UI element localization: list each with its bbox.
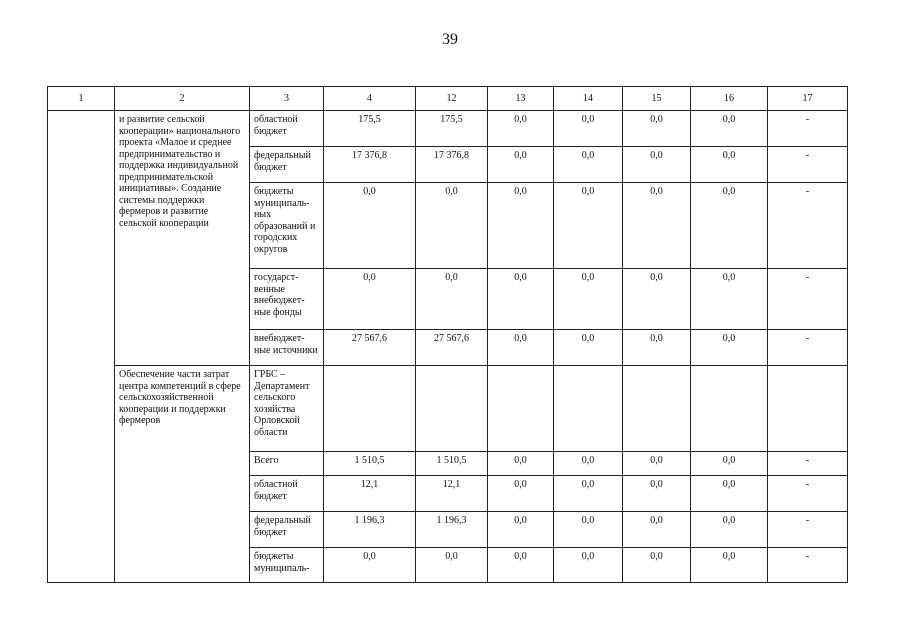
value-cell: 0,0 <box>623 476 691 512</box>
value-cell: 0,0 <box>691 548 768 583</box>
empty-cell <box>324 366 416 452</box>
value-cell: 0,0 <box>488 330 554 366</box>
value-cell: - <box>768 476 848 512</box>
value-cell: 0,0 <box>488 548 554 583</box>
value-cell: 1 510,5 <box>324 452 416 476</box>
value-cell: 0,0 <box>623 452 691 476</box>
value-cell: 0,0 <box>488 183 554 269</box>
value-cell: 12,1 <box>324 476 416 512</box>
value-cell: 175,5 <box>416 111 488 147</box>
value-cell: 0,0 <box>691 111 768 147</box>
funding-source: внебюджет-ные источники <box>250 330 324 366</box>
value-cell: 0,0 <box>623 111 691 147</box>
funding-source: государст-венные внебюджет-ные фонды <box>250 269 324 330</box>
funding-source: федеральный бюджет <box>250 512 324 548</box>
value-cell: 0,0 <box>691 476 768 512</box>
value-cell: - <box>768 330 848 366</box>
funding-source: Всего <box>250 452 324 476</box>
activity-description: Обеспечение части затрат центра компетенций в сфере сельскохозяйственной кооперации и поддержки фермеров <box>115 366 250 583</box>
value-cell: 0,0 <box>623 330 691 366</box>
header-cell: 12 <box>416 87 488 111</box>
empty-cell <box>416 366 488 452</box>
value-cell: 0,0 <box>623 512 691 548</box>
empty-cell <box>488 366 554 452</box>
header-row <box>48 87 848 111</box>
value-cell: 0,0 <box>691 330 768 366</box>
value-cell: 0,0 <box>554 269 623 330</box>
page-number: 39 <box>442 31 458 48</box>
value-cell: 0,0 <box>324 269 416 330</box>
value-cell: 0,0 <box>416 269 488 330</box>
value-cell: 0,0 <box>623 183 691 269</box>
value-cell: - <box>768 269 848 330</box>
value-cell: 17 376,8 <box>416 147 488 183</box>
value-cell: 0,0 <box>324 183 416 269</box>
value-cell: - <box>768 548 848 583</box>
value-cell: 0,0 <box>324 548 416 583</box>
funding-source: федеральный бюджет <box>250 147 324 183</box>
value-cell: - <box>768 512 848 548</box>
empty-cell <box>554 366 623 452</box>
header-cell: 2 <box>115 87 250 111</box>
funding-source: бюджеты муниципаль-ных образований и городских округов <box>250 183 324 269</box>
header-cell: 1 <box>48 87 115 111</box>
value-cell: - <box>768 452 848 476</box>
funding-source: областной бюджет <box>250 111 324 147</box>
value-cell: - <box>768 111 848 147</box>
header-cell: 3 <box>250 87 324 111</box>
value-cell: 0,0 <box>691 269 768 330</box>
value-cell: 0,0 <box>623 269 691 330</box>
column-1-cell <box>48 111 115 583</box>
value-cell: 0,0 <box>691 452 768 476</box>
value-cell: 0,0 <box>488 269 554 330</box>
table-row <box>48 111 848 147</box>
value-cell: 0,0 <box>488 452 554 476</box>
budget-table <box>47 86 848 583</box>
header-cell: 4 <box>324 87 416 111</box>
value-cell: 27 567,6 <box>416 330 488 366</box>
empty-cell <box>623 366 691 452</box>
empty-cell <box>691 366 768 452</box>
value-cell: 1 196,3 <box>416 512 488 548</box>
value-cell: 0,0 <box>488 111 554 147</box>
value-cell: 0,0 <box>691 147 768 183</box>
value-cell: 17 376,8 <box>324 147 416 183</box>
header-cell: 13 <box>488 87 554 111</box>
value-cell: 175,5 <box>324 111 416 147</box>
value-cell: 0,0 <box>488 147 554 183</box>
value-cell: 0,0 <box>554 183 623 269</box>
value-cell: - <box>768 147 848 183</box>
header-cell: 17 <box>768 87 848 111</box>
table-row <box>48 366 848 452</box>
value-cell: 1 510,5 <box>416 452 488 476</box>
value-cell: 0,0 <box>554 548 623 583</box>
value-cell: 0,0 <box>623 548 691 583</box>
value-cell: 12,1 <box>416 476 488 512</box>
responsible-authority: ГРБС – Департамент сельского хозяйства Орловской области <box>250 366 324 452</box>
header-cell: 16 <box>691 87 768 111</box>
value-cell: 0,0 <box>554 476 623 512</box>
value-cell: 0,0 <box>554 330 623 366</box>
value-cell: 0,0 <box>691 183 768 269</box>
activity-description: и развитие сельской кооперации» национального проекта «Малое и среднее предпринимательство и поддержка индивидуальной предпринимательской инициативы». Создание системы поддержки фермеров и развитие сельской кооперации <box>115 111 250 366</box>
value-cell: 0,0 <box>554 111 623 147</box>
value-cell: 0,0 <box>416 183 488 269</box>
empty-cell <box>768 366 848 452</box>
value-cell: 0,0 <box>623 147 691 183</box>
value-cell: 27 567,6 <box>324 330 416 366</box>
value-cell: 0,0 <box>554 147 623 183</box>
value-cell: 0,0 <box>691 512 768 548</box>
value-cell: 1 196,3 <box>324 512 416 548</box>
header-cell: 15 <box>623 87 691 111</box>
value-cell: 0,0 <box>488 476 554 512</box>
value-cell: 0,0 <box>488 512 554 548</box>
header-cell: 14 <box>554 87 623 111</box>
funding-source: бюджеты муниципаль- <box>250 548 324 583</box>
value-cell: - <box>768 183 848 269</box>
value-cell: 0,0 <box>416 548 488 583</box>
value-cell: 0,0 <box>554 512 623 548</box>
funding-source: областной бюджет <box>250 476 324 512</box>
value-cell: 0,0 <box>554 452 623 476</box>
